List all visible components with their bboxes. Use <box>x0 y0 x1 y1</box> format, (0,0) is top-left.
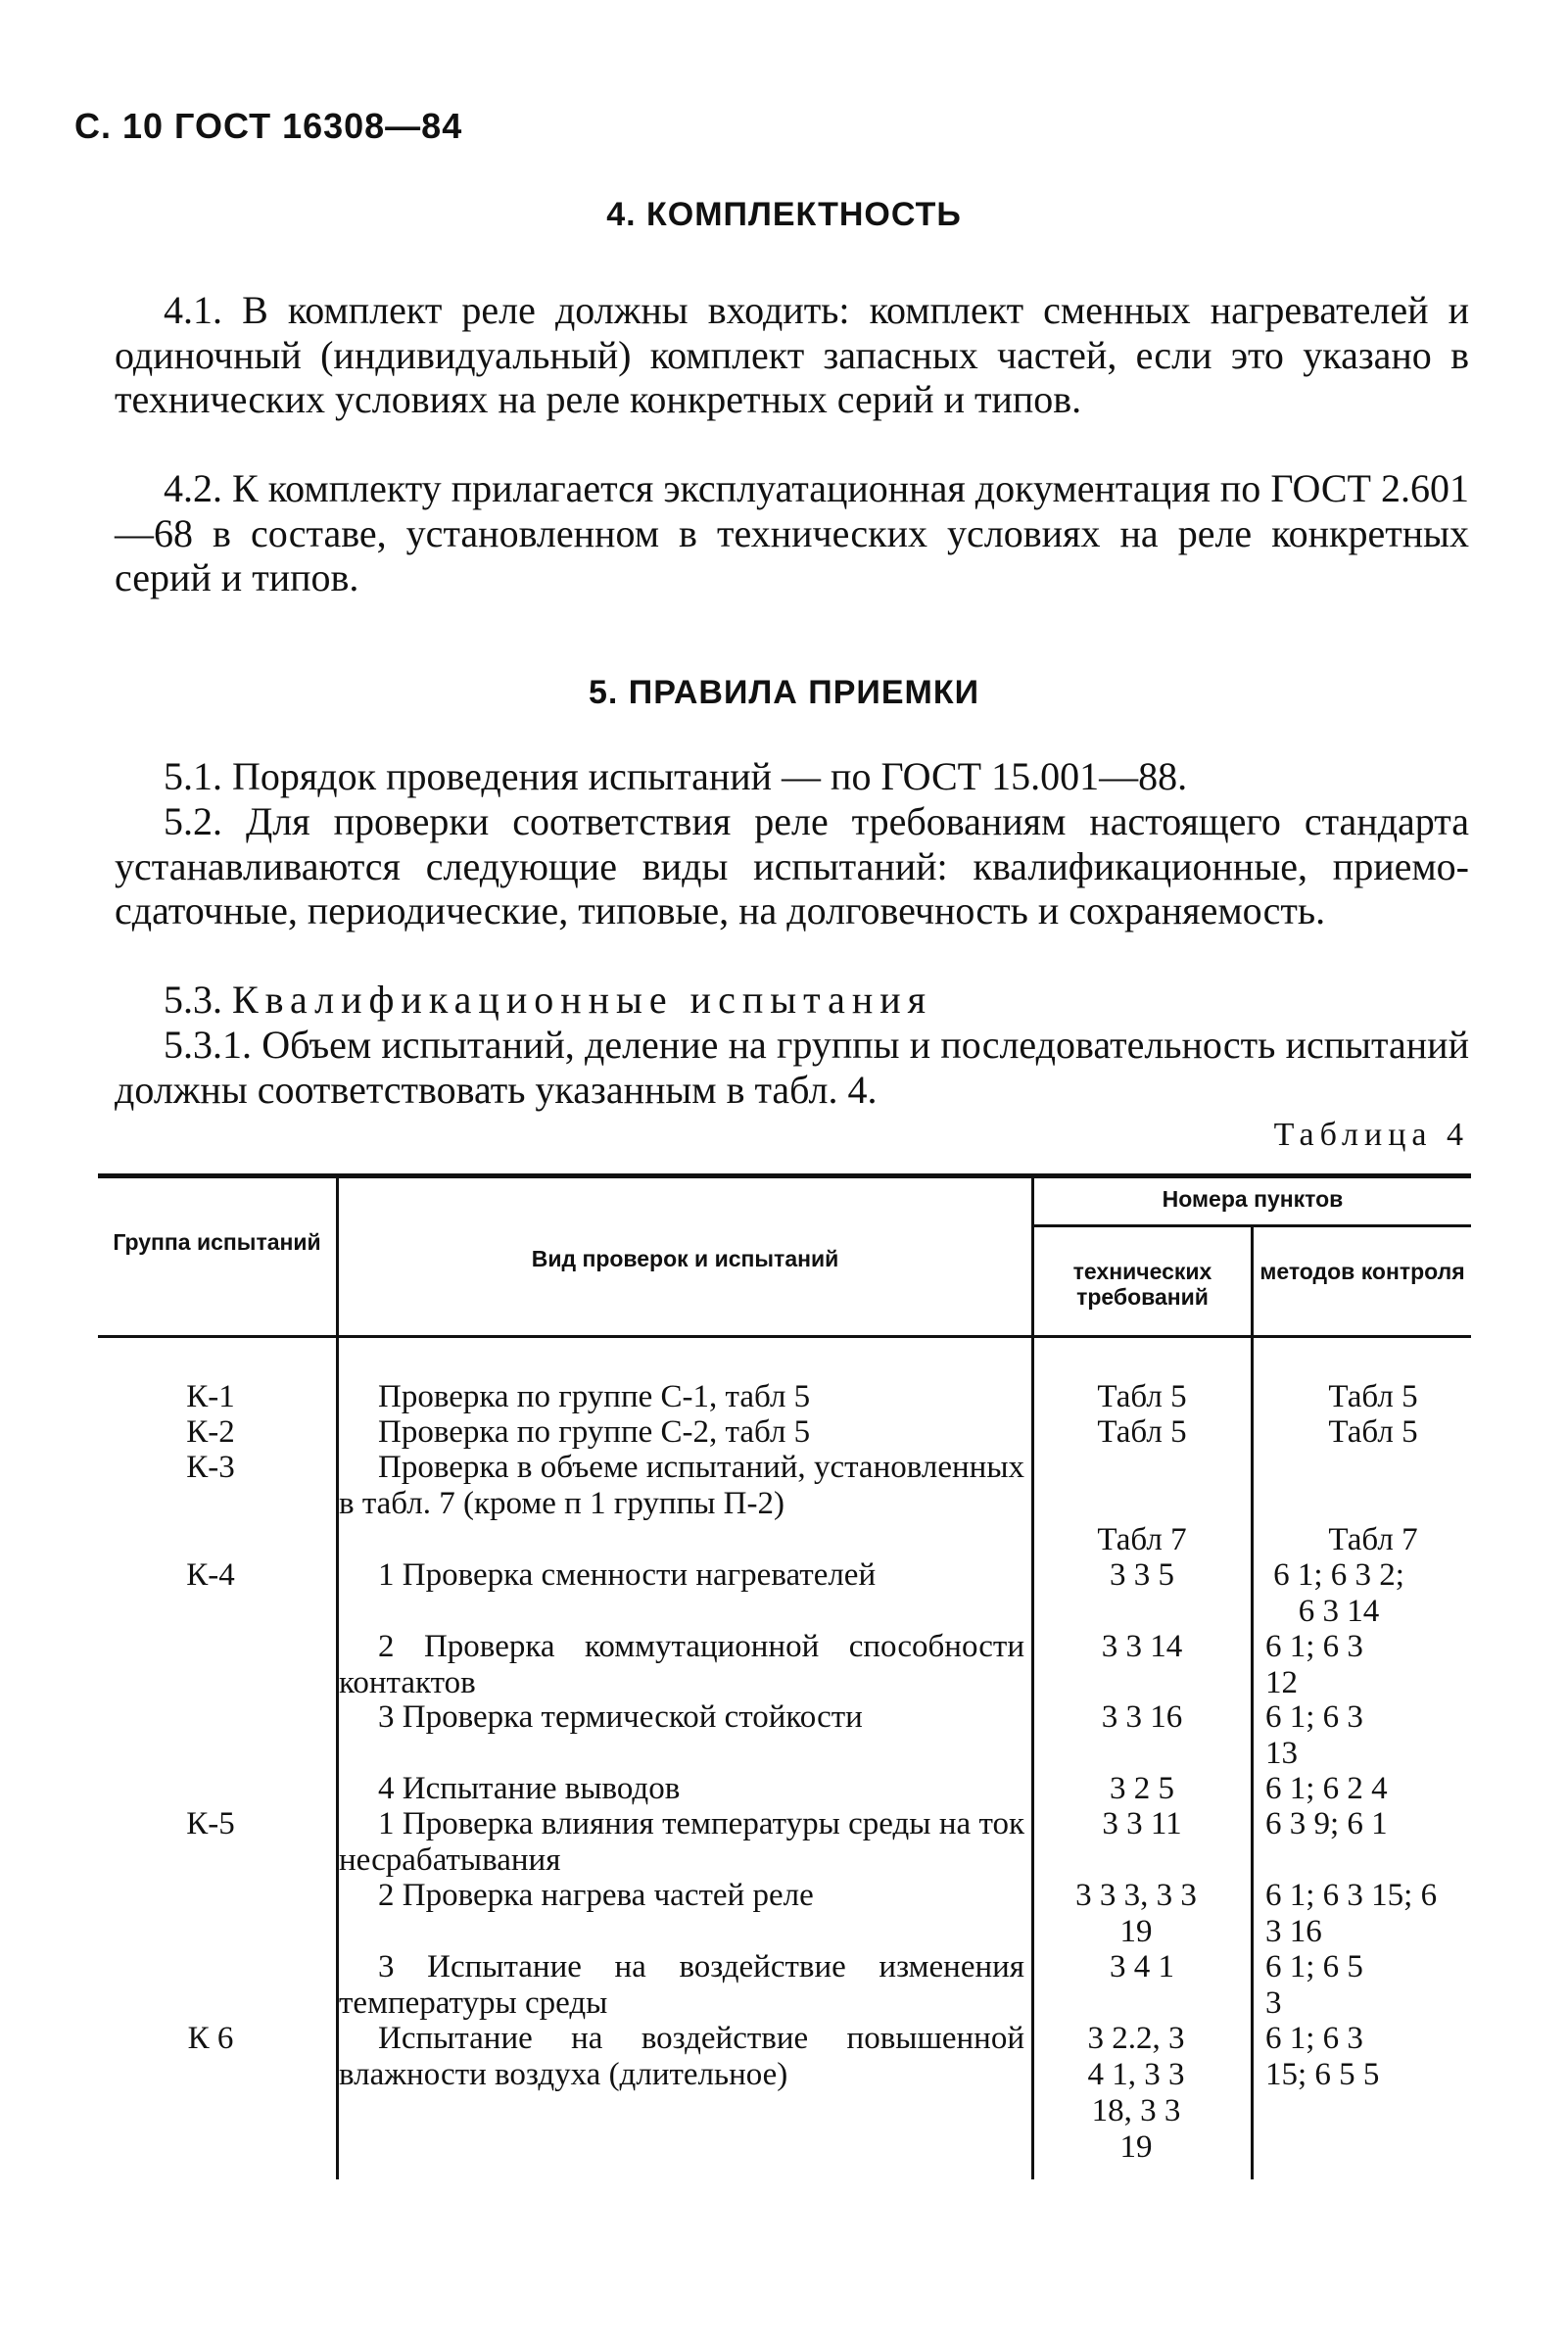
table-cell-methods: 6 1; 6 3 2; 6 3 14 <box>1273 1557 1404 1629</box>
table-cell-description: 1 Проверка влияния температуры среды на ток несрабатывания <box>339 1806 1024 1878</box>
header-technical: технических требований <box>1072 1259 1212 1310</box>
table-cell-methods: 6 1; 6 3 13 <box>1265 1699 1363 1771</box>
table-cell-description: 1 Проверка сменности нагревателей <box>378 1557 877 1593</box>
table-cell-group: К-3 <box>186 1450 235 1485</box>
header-description: Вид проверок и испытаний <box>531 1246 839 1271</box>
paragraph-4-1: 4.1. В комплект реле должны входить: комплект сменных нагревателей и одиночный (индивидуальный) комплект запасных частей, если это указано в технических условиях на реле конкретных серий и типов. <box>115 288 1469 421</box>
header-points: Номера пунктов <box>1162 1186 1344 1212</box>
paragraph-5-3-heading: Квалификационные испытания <box>232 978 933 1022</box>
table-cell-methods: 6 1; 6 3 15; 6 5 5 <box>1265 2021 1380 2092</box>
paragraph-5-3-1: 5.3.1. Объем испытаний, деление на группы и последовательность испытаний должны соответствовать указанным в табл. 4. <box>115 1023 1469 1112</box>
table-cell-description: 2 Проверка нагрева частей реле <box>378 1878 814 1913</box>
table-cell-technical: Табл 5 <box>1097 1379 1187 1414</box>
table-cell-methods: 6 1; 6 5 3 <box>1265 1949 1363 2021</box>
table-cell-description: Испытание на воздействие повышенной влажности воздуха (длительное) <box>339 2021 1024 2092</box>
table-cell-description: Проверка по группе С-1, табл 5 <box>378 1379 811 1414</box>
paragraph-4-2: 4.2. К комплекту прилагается эксплуатационная документация по ГОСТ 2.601—68 в составе, установленном в технических условиях на реле конкретных серий и типов. <box>115 466 1469 599</box>
table-cell-description: 3 Проверка термической стойкости <box>378 1699 863 1735</box>
table-divider-3 <box>1251 1227 1254 2179</box>
table-cell-technical: 3 3 11 <box>1102 1806 1182 1841</box>
table-caption: Таблица 4 <box>1273 1117 1469 1153</box>
table-cell-description: 3 Испытание на воздействие изменения температуры среды <box>339 1949 1024 2021</box>
table-cell-methods: 6 3 9; 6 1 <box>1265 1806 1388 1841</box>
table-cell-technical: 3 2.2, 3 4 1, 3 3 18, 3 3 19 <box>1087 2021 1185 2165</box>
header-methods: методов контроля <box>1259 1259 1465 1284</box>
table-cell-description: Проверка по группе С-2, табл 5 <box>378 1414 811 1450</box>
paragraph-5-3-number: 5.3. <box>164 978 222 1022</box>
table-cell-technical: 3 2 5 <box>1110 1771 1174 1806</box>
table-cell-methods: Табл 5 <box>1328 1379 1418 1414</box>
table-cell-methods: Табл 7 <box>1328 1522 1418 1557</box>
paragraph-5-3 <box>115 978 1469 1023</box>
table-cell-group: К-4 <box>186 1557 235 1593</box>
table-cell-technical: 3 3 5 <box>1110 1557 1174 1593</box>
section-5-title: 5. ПРАВИЛА ПРИЕМКИ <box>588 674 980 711</box>
table-cell-methods: 6 1; 6 3 12 <box>1265 1629 1363 1700</box>
table-cell-methods: Табл 5 <box>1328 1414 1418 1450</box>
table-cell-description: Проверка в объеме испытаний, установленных в табл. 7 (кроме п 1 группы П-2) <box>339 1450 1024 1521</box>
table-divider-2 <box>1031 1178 1034 2179</box>
table-cell-group: К 6 <box>187 2021 234 2056</box>
table-cell-group: К-1 <box>186 1379 235 1414</box>
paragraph-5-1: 5.1. Порядок проведения испытаний — по ГОСТ 15.001—88. <box>164 754 1188 798</box>
table-header-rule <box>98 1335 1471 1338</box>
header-group: Группа испытаний <box>113 1229 321 1255</box>
table-cell-technical: Табл 5 <box>1097 1414 1187 1450</box>
table-top-rule <box>98 1173 1471 1178</box>
table-cell-technical: Табл 7 <box>1097 1522 1187 1557</box>
table-cell-methods: 6 1; 6 3 15; 6 3 16 <box>1265 1878 1438 1949</box>
page-header: С. 10 ГОСТ 16308—84 <box>74 106 463 146</box>
table-cell-technical: 3 3 16 <box>1101 1699 1183 1735</box>
table-cell-description: 4 Испытание выводов <box>378 1771 681 1806</box>
table-cell-group: К-5 <box>186 1806 235 1841</box>
table-cell-methods: 6 1; 6 2 4 <box>1265 1771 1388 1806</box>
table-cell-technical: 3 3 3, 3 3 19 <box>1075 1878 1197 1949</box>
table-cell-group: К-2 <box>186 1414 235 1450</box>
table-cell-technical: 3 4 1 <box>1110 1949 1174 1984</box>
table-cell-technical: 3 3 14 <box>1101 1629 1183 1664</box>
paragraph-5-2: 5.2. Для проверки соответствия реле требованиям настоящего стандарта устанавливаются следующие виды испытаний: квалификационные, приемо-сдаточные, периодические, типовые, на долговечность и сохраняемость. <box>115 799 1469 932</box>
section-4-title: 4. КОМПЛЕКТНОСТЬ <box>606 196 962 233</box>
table-cell-description: 2 Проверка коммутационной способности контактов <box>339 1629 1024 1700</box>
